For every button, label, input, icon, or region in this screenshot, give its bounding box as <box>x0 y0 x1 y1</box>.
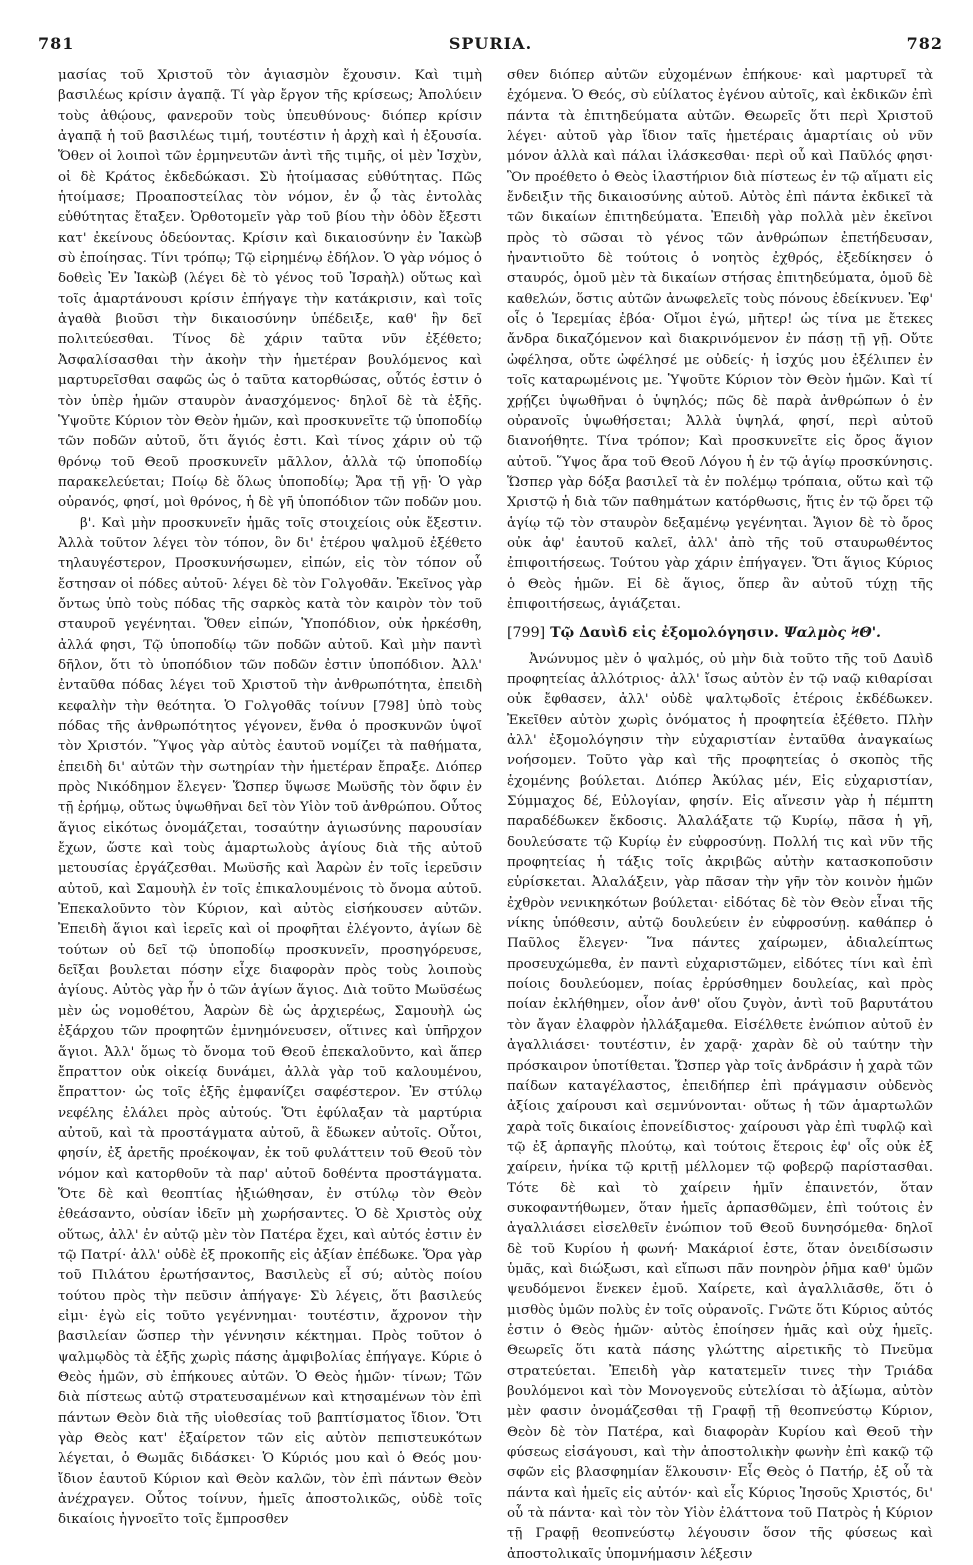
psalm-heading <box>507 623 933 643</box>
right-paragraph-2: Ἀνώνυμος μὲν ὁ ψαλμός, οὐ μὴν διὰ τοῦτο τῆς τοῦ Δαυὶδ προφητείας ἀλλότριος· ἀλλ' ἴσως αὐτὸν ἐν τῷ ναῷ κιθαρίσαι οὐκ ἔφθασεν, ἀλλ' οὐδὲ ψαλτῳδοῖς ἑτέροις ἐκδέδωκεν. Ἐκεῖθεν αὐτὸν χωρὶς ὀνόματος ἡ προφητεία ἐξέθετο. Πλὴν ἀλλ' ἐξομολόγησιν τὴν εὐχαριστίαν ἐνταῦθα ἀναγκαίως νοήσομεν. Τοῦτο γὰρ καὶ τῆς προφητείας ὁ σκοπὸς τῆς ἑχομένης βούλεται. Διόπερ Ἀκύλας μέν, Εἰς εὐχαριστίαν, Σύμμαχος δέ, Εὐλογίαν, φησίν. Εἰς αἴνεσιν γὰρ ἡ πέμπτη παραδέδωκεν ἔκδοσις. Ἀλαλάξατε τῷ Κυρίῳ, πᾶσα ἡ γῆ, δουλεύσατε τῷ Κυρίῳ ἐν εὐφροσύνῃ. Πολλή τις καὶ νῦν τῆς προφητείας ἡ τάξις τοῖς ἀκριβῶς αὐτὴν κατασκοποῦσιν εὑρίσκεται. Ἀλαλάξειν, γὰρ πᾶσαν τὴν γῆν τὸν κοινὸν ἡμῶν ἐχθρὸν νενικηκότων βούλεται· εἰδότας δὲ τὸν Θεὸν εἶναι τῆς νίκης ὑπόθεσιν, αὐτῷ δουλεύειν ἐν εὐφροσύνῃ. καθάπερ ὁ Παῦλος ἔλεγεν· Ἵνα πάντες χαίρωμεν, ἀδιαλείπτως προσευχώμεθα, ἐν παντὶ εὐχαριστῶμεν, εἰδότες τίνι καὶ ἐπὶ ποίοις δουλεύομεν, ποίας ἐρρύσθημεν δουλείας, καὶ πρὸς ποίαν ἐκλήθημεν, οἷον ἀνθ' οἵου ζυγὸν, ἀντὶ τοῦ βαρυτάτου τὸν ἄγαν ἐλαφρὸν ἠλλάξαμεθα. Εἰσέλθετε ἐνώπιον αὐτοῦ ἐν ἀγαλλιάσει· τουτέστιν, ἐν χαρᾷ· χαρὰν δὲ οὐ ταύτην τὴν πρόσκαιρον ὑποτίθεται. Ὥσπερ γὰρ τοῖς ἀνδράσιν ἡ χαρὰ τῶν παίδων καταγέλαστος, ἐπειδήπερ ἐπὶ πράγμασιν οὐδενὸς ἀξίοις χαίρουσι καὶ σεμνύνονται· οὕτως ἡ τῶν ἁμαρτωλῶν χαρὰ τοῖς δικαίοις ἐπονείδιστος· χαίρουσι γὰρ ἐπὶ τυφλῷ καὶ τῷ ἐξ ἁρπαγῆς πλούτῳ, καὶ τούτοις ἕτεροις ἐφ' οἷς οὐκ ἐξ χαίρειν, ἡνίκα τῷ κριτῇ μέλλομεν τῷ φοβερῷ παρίστασθαι. Τότε δὲ καὶ τὸ χαίρειν ἡμῖν ἐπαινετόν, ὅταν συκοφαντήθωμεν, ὅταν ἡμεῖς ἁρπασθῶμεν, ἐπὶ τούτοις ἐν ἀγαλλιάσει εἰσελθεῖν ἐνώπιον τοῦ Θεοῦ δυνησόμεθα· δηλοῖ δὲ τοῦ Κυρίου ἡ φωνή· Μακάριοί ἐστε, ὅταν ὀνειδίσωσιν ὑμᾶς, καὶ διώξωσι, καὶ εἴπωσι πᾶν πονηρὸν ῥῆμα καθ' ὑμῶν ψευδόμενοι ἕνεκεν ἐμοῦ. Χαίρετε, καὶ ἀγαλλιᾶσθε, ὅτι ὁ μισθὸς ὑμῶν πολὺς ἐν τοῖς οὐρανοῖς. Γνῶτε ὅτι Κύριος αὐτός ἐστιν ὁ Θεὸς ἡμῶν· αὐτὸς ἐποίησεν ἡμᾶς καὶ οὐχ ἡμεῖς. Θεωρεῖς ὅτι κατὰ πάσης γλώττης αἱρετικῆς τὸ Πνεῦμα στρατεύεται. Ἐπειδὴ γὰρ κατατεμεῖν τινες τὴν Τριάδα βουλόμενοι καὶ τὸν Μονογενοῦς εὐτελίσαι τὸ ἀξίωμα, αὐτὸν μὲν φασιν ὀνομάζεσθαι τῇ Γραφῇ τῇ θεοπνεύστῳ Κύριον, Θεὸν δὲ τὸν Πατέρα, καὶ διαφορὰν Κυρίου καὶ Θεοῦ τὴν φύσεως εἰσάγουσι, καὶ τὴν ἀποστολικὴν φωνὴν ἐπὶ κακῷ τῷ σφῶν εἰς βλασφημίαν ἕλκουσιν· Εἷς Θεὸς ὁ Πατήρ, ἐξ οὗ τὰ πάντα καὶ ἡμεῖς εἰς αὐτόν· καὶ εἷς Κύριος Ἰησοῦς Χριστός, δι' οὗ τὰ πάντα· καὶ τὸν τὸν Υἱὸν ἐλάττονα τοῦ Πατρὸς ἡ Κύριον τῇ Γραφῇ θεοπνεύστῳ λέγουσιν ὅσον τῆς φύσεως καὶ ἀποστολικαῖς ὑπομνήμασιν λέξεσιν <box>507 651 933 1562</box>
right-paragraph-1: σθεν διόπερ αὐτῶν εὐχομένων ἐπήκουε· καὶ μαρτυρεῖ τὰ ἑχόμενα. Ὁ Θεός, σὺ εὐίλατος ἐγένου αὐτοῖς, καὶ ἐκδικῶν ἐπὶ πάντα τὰ ἐπιτηδεύματα αὐτῶν. Θεωρεῖς ὅτι περὶ Χριστοῦ λέγει· αὐτοῦ γὰρ ἴδιον ταῖς ἡμετέραις ἁμαρτίαις οὐ νῦν μόνον ἀλλὰ καὶ πάλαι ἱλάσκεσθαι· περὶ οὗ καὶ Παῦλός φησι· Ὃν προέθετο ὁ Θεὸς ἱλαστήριον διὰ πίστεως ἐν τῷ αἵματι εἰς ἔνδειξιν τῆς δικαιοσύνης αὐτοῦ. Αὐτὸς ἐπὶ πάντα ἐκδικεῖ τὰ τῶν δικαίων ἐπιτηδεύματα. Ἐπειδὴ γὰρ πολλὰ μὲν ἐκεῖνοι πρὸς τὸ σῶσαι τὸ γένος τῶν ἀνθρώπων ἐπετήδευσαν, ἠναντιοῦτο δὲ τούτοις ὁ νοητὸς ἐχθρός, ἐξεδίκησεν ὁ σταυρός, ὁμοῦ μὲν τὰ δικαίων στήσας ἐπιτηδεύματα, ὁμοῦ δὲ καθελών, ὅστις αὐτῶν ἀνωφελεῖς τοὺς πόνους ἐδείκνυεν. Ἐφ' οἷς ὁ Ἱερεμίας ἐβόα· Οἴμοι ἐγώ, μῆτερ! ὡς τίνα με ἔτεκες ἄνδρα δικαζόμενον καὶ διακρινόμενον ἐν πάσῃ τῇ γῇ. Οὔτε ὠφέλησα, οὔτε ὠφέλησέ με οὐδείς· ἡ ἰσχύς μου ἐξέλιπεν ἐν τοῖς καταρωμένοις με. Ὑψοῦτε Κύριον τὸν Θεὸν ἡμῶν. Καὶ τί χρῄζει ὑψωθῆναι ὁ ὑψηλός; πῶς δὲ παρὰ ἀνθρώπων ὁ ἐν οὐρανοῖς ὑψωθήσεται; Ἀλλὰ ὑψηλά, φησί, περὶ αὐτοῦ διανοήθητε. Τίνα τρόπον; Καὶ προσκυνεῖτε εἰς ὄρος ἅγιον αὐτοῦ. Ὕψος ἄρα τοῦ Θεοῦ Λόγου ἡ ἐν τῷ ἁγίῳ προσκύνησις. Ὥσπερ γὰρ δόξα βασιλεῖ τὰ ἐν πολέμῳ τρόπαια, οὕτω καὶ τῷ Χριστῷ ἡ διὰ τῶν παθημάτων κατόρθωσις, ἥτις ἐν τῷ ὄρει τῷ ἁγίῳ τῷ τὸν σταυρὸν δεξαμένῳ γεγένηται. Ἅγιον δὲ τὸ ὄρος οὐκ ἀφ' ἑαυτοῦ καλεῖ, ἀλλ' ἀπὸ τῆς τοῦ σταυρωθέντος ἐπιφοιτήσεως. Τούτου γὰρ χάριν ἐπήγαγεν. Ὅτι ἅγιος Κύριος ὁ Θεὸς ἡμῶν. Εἰ δὲ ἅγιος, ὅπερ ἂν αὐτοῦ τύχῃ τῆς ἐπιφοιτήσεως, ἁγιάζεται. <box>507 68 933 612</box>
left-column <box>58 66 482 1531</box>
column-number-marker: [799] <box>507 625 546 642</box>
psalm-number: Ψαλμὸς ϞΘ'. <box>783 625 881 642</box>
left-paragraph-1: μασίας τοῦ Χριστοῦ τὸν ἁγιασμὸν ἔχουσιν. Καὶ τιμὴ βασιλέως κρίσιν ἀγαπᾷ. Τί γὰρ ἔργον τῆς κρίσεως; Ἀπολύειν τοὺς ἀθῴους, φανεροῦν τοὺς ὑπευθύνους· διόπερ κρίσιν ἀγαπᾷ ἡ τοῦ βασιλέως τιμή, τουτέστιν ἡ ἀρχὴ καὶ ἡ ἐξουσία. Ὅθεν οἱ λοιποὶ τῶν ἑρμηνευτῶν ἀντὶ τῆς τιμῆς, οἱ μὲν Ἰσχὺν, οἱ δὲ Κράτος ἐκδεδώκασι. Σὺ ἡτοίμασας εὐθύτητας. Πῶς ἡτοίμασε; Προαποστείλας τὸν νόμον, ἐν ᾧ τὰς ἐντολὰς εὐθύτητας ἔταξεν. Ὀρθοτομεῖν γὰρ τοῦ βίου τὴν ὁδὸν ἔξεστι κατ' ἐκείνους ὁδεύοντας. Κρίσιν καὶ δικαιοσύνην ἐν Ἰακὼβ σὺ ἐποίησας. Τίνι τρόπῳ; Τῷ εἰρημένῳ ἐδήλον. Ὁ γὰρ νόμος ὁ δοθεὶς Ἐν Ἰακὼβ (λέγει δὲ τὸ γένος τοῦ Ἰσραὴλ) οὕτως καὶ τοῖς ἁμαρτάνουσι κρίσιν ἐπήγαγε τὴν κατάκρισιν, καὶ τοῖς ἀγαθὰ βιοῦσι τὴν δικαιοσύνην ὑπέδειξε, καθ' ἣν δεῖ πολιτεύεσθαι. Τίνος δὲ χάριν ταῦτα νῦν ἐξέθετο; Ἀσφαλίσασθαι τὴν ἀκοὴν τὴν ἡμετέραν βουλόμενος καὶ μαρτυρεῖσθαι σαφῶς ὡς ὁ ταῦτα κατορθώσας, οὗτός ἐστιν ὁ τὸν ὑπὲρ ἡμῶν σταυρὸν ἀνασχόμενος· δηλοῖ δὲ τὰ ἑξῆς. Ὑψοῦτε Κύριον τὸν Θεὸν ἡμῶν, καὶ προσκυνεῖτε τῷ ὑποποδίῳ τῶν ποδῶν αὐτοῦ, ὅτι ἅγιός ἐστι. Καὶ τίνος χάριν οὐ τῷ θρόνῳ τοῦ Θεοῦ προσκυνεῖν μᾶλλον, ἀλλὰ τῷ ὑποποδίῳ παρακελεύεται; Ποίῳ δὲ ὅλως ὑποποδίῳ; Ἄρα τῇ γῇ· Ὁ γὰρ οὐρανός, φησί, μοὶ θρόνος, ἡ δὲ γῆ ὑποπόδιον τῶν ποδῶν μου. <box>58 68 482 511</box>
right-column <box>507 66 933 1562</box>
page-number-right: 782 <box>906 34 943 53</box>
psalm-title: Τῷ Δαυὶδ εἰς ἐξομολόγησιν. <box>550 625 779 642</box>
running-title: SPURIA. <box>448 34 533 53</box>
page-number-left: 781 <box>38 34 75 53</box>
running-header <box>38 34 943 56</box>
left-paragraph-2: β'. Καὶ μὴν προσκυνεῖν ἡμᾶς τοῖς στοιχείοις οὐκ ἔξεστιν. Ἀλλὰ τοῦτον λέγει τὸν τόπον, ὃν δι' ἑτέρου ψαλμοῦ ἐξέθετο τηλαυγέστερον, Προσκυνήσωμεν, εἰπών, εἰς τὸν τόπον οὗ ἔστησαν οἱ πόδες αὐτοῦ· λέγει δὲ τὸν Γολγοθᾶν. Ἐκεῖνος γὰρ ὄντως ὑπὸ τοὺς πόδας τῆς σαρκὸς κατὰ τὸν καιρὸν τὸν τοῦ σταυροῦ γεγένηται. Ὅθεν εἰπών, Ὑποπόδιον, οὐκ ἠρκέσθη, ἀλλά φησι, Τῷ ὑποποδίῳ τῶν ποδῶν αὐτοῦ. Καὶ μὴν παντὶ δῆλον, ὅτι τὸ ὑποπόδιον τῶν ποδῶν ἐστιν ὑποπόδιον. Ἀλλ' ἐνταῦθα πόδας λέγει τοῦ Χριστοῦ τὴν ἀνθρωπότητα, ἐπειδὴ κεφαλὴν τὴν θεότητα. Ὁ Γολγοθᾶς τοίνυν [798] ὑπὸ τοὺς πόδας τῆς ἀνθρωπότητος γέγονεν, ἔνθα ὁ προσκυνῶν ὑψοῖ τὸν Χριστόν. Ὕψος γὰρ αὐτὸς ἑαυτοῦ νομίζει τὰ παθήματα, ἐπειδὴ δι' αὐτῶν τὴν σωτηρίαν τὴν ἡμετέραν ἔπραξε. Διόπερ πρὸς Νικόδημον ἔλεγεν· Ὥσπερ ὕψωσε Μωϋσῆς τὸν ὄφιν ἐν τῇ ἐρήμῳ, οὕτως ὑψωθῆναι δεῖ τὸν Υἱὸν τοῦ ἀνθρώπου. Οὗτος ἅγιος εἰκότως ὀνομάζεται, τοσαύτην ἁγιωσύνης παρουσίαν ἔχων, ὥστε καὶ τοὺς ἁμαρτωλοὺς ἁγίους διὰ τῆς αὐτοῦ μετουσίας ἐργάζεσθαι. Μωϋσῆς καὶ Ἀαρὼν ἐν τοῖς ἱερεῦσιν αὐτοῦ, καὶ Σαμουὴλ ἐν τοῖς ἐπικαλουμένοις τὸ ὄνομα αὐτοῦ. Ἐπεκαλοῦντο τὸν Κύριον, καὶ αὐτὸς εἰσήκουσεν αὐτῶν. Ἐπειδὴ ἅγιοι καὶ ἱερεῖς καὶ οἱ προφῆται ἐλέγοντο, ἁγίων δὲ τούτων οὐ δεῖ τῷ ὑποποδίῳ προσκυνεῖν, προσηγόρευσε, δεῖξαι βουλεται πόσην εἶχε διαφορὰν πρὸς τοὺς λοιποὺς ἁγίους. Αὐτὸς γὰρ ἦν ὁ τῶν ἁγίων ἅγιος. Διὰ τοῦτο Μωϋσέως μὲν ὡς νομοθέτου, Ἀαρὼν δὲ ὡς ἀρχιερέως, Σαμουὴλ ὡς ἐξάρχου τῶν προφητῶν ἐμνημόνευσεν, οἵτινες καὶ ὑπῆρχον ἅγιοι. Ἀλλ' ὅμως τὸ ὄνομα τοῦ Θεοῦ ἐπεκαλοῦντο, καὶ ἅπερ ἔπραττον οὐκ οἰκείᾳ δυνάμει, ἀλλὰ γὰρ τοῦ καλουμένου, ἔπραττον· ὡς τοῖς ἑξῆς ἐμφανίζει σαφέστερον. Ἐν στύλῳ νεφέλης ἐλάλει πρὸς αὐτούς. Ὅτι ἐφύλαξαν τὰ μαρτύρια αὐτοῦ, καὶ τὰ προστάγματα αὐτοῦ, ἃ ἔδωκεν αὐτοῖς. Οὗτοι, φησίν, ἐξ ἀρετῆς προέκοψαν, ἐκ τοῦ φυλάττειν τοῦ Θεοῦ τὸν νόμον καὶ κατορθοῦν τὰ παρ' αὐτοῦ δοθέντα προστάγματα. Ὅτε δὲ καὶ θεοπτίας ἠξιώθησαν, ἐν στύλῳ τὸν Θεὸν ἐθεάσαντο, οὐσίαν ἰδεῖν μὴ χωρήσαντες. Ὁ δὲ Χριστὸς οὐχ οὕτως, ἀλλ' ἐν αὐτῷ μὲν τὸν Πατέρα ἔχει, καὶ αὐτός ἐστιν ἐν τῷ Πατρί· ἀλλ' οὐδὲ ἐξ προκοπῆς εἰς ἀξίαν ἐπέδωκε. Ὅρα γὰρ τοῦ Πιλάτου ἐρωτήσαντος, Βασιλεὺς εἶ σύ; αὐτὸς ποίου τούτου πρὸς τὴν πεῦσιν ἀπήγαγε· Σὺ λέγεις, ὅτι βασιλεύς εἰμι· ἐγὼ εἰς τοῦτο γεγέννημαι· τουτέστιν, ἄχρονον τὴν βασιλείαν ὥσπερ τὴν γέννησιν κέκτημαι. Πρὸς τοῦτον ὁ ψαλμῳδὸς τὰ ἑξῆς χωρὶς πάσης ἀμφιβολίας ἐπήγαγε. Κύριε ὁ Θεὸς ἡμῶν, σὺ ἐπήκουες αὐτῶν. Ὁ Θεὸς ἡμῶν· τίνων; Τῶν διὰ πίστεως αὐτῷ στρατευσαμένων καὶ κτησαμένων τὸν ἐπὶ πάντων Θεὸν διὰ τῆς υἱοθεσίας τοῦ βαπτίσματος ἴδιον. Ὅτι γὰρ Θεὸς κατ' ἐξαίρετον τῶν εἰς αὐτὸν πεπιστευκότων λέγεται, ὁ Θωμᾶς διδάσκει· Ὁ Κύριός μου καὶ ὁ Θεός μου· ἴδιον ἑαυτοῦ Κύριον καὶ Θεὸν καλῶν, τὸν ἐπὶ πάντων Θεὸν ἀνέχραγεν. Οὗτος τοίνυν, ἡμεῖς ἀποστολικῶς, οὐδὲ τοῖς δικαίοις ἠγνοεῖτο τοῖς ἔμπροσθεν <box>58 515 482 1528</box>
